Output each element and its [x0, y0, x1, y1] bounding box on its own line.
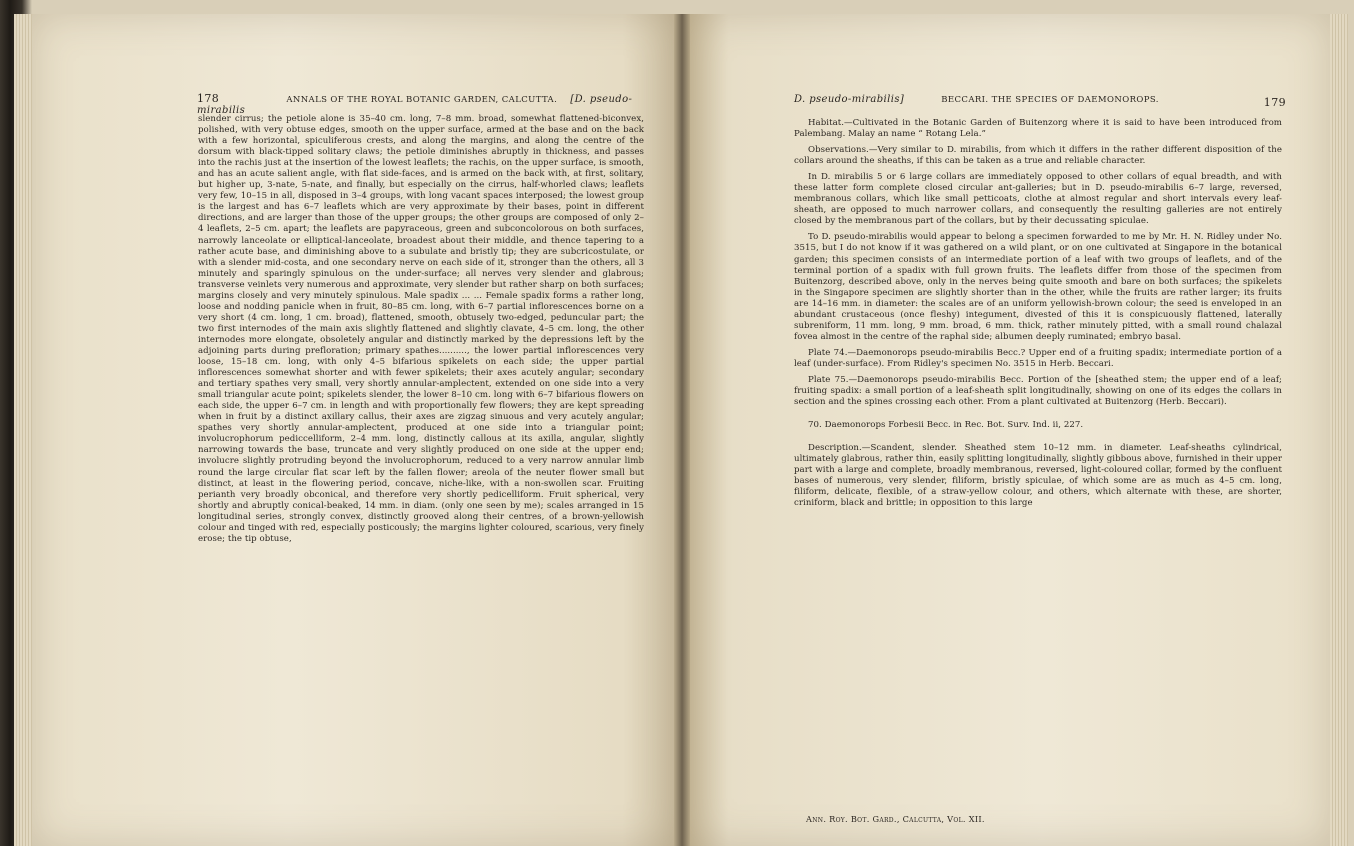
species-70-heading: 70. Daemonorops Forbesii Becc. in Rec. Bot. Surv. Ind. ii, 227.: [808, 420, 1084, 431]
right-page-footer: Ann. Roy. Bot. Gard., Calcutta, Vol. XII.: [806, 814, 985, 824]
right-page-edges: [1330, 14, 1348, 846]
left-journal-title: ANNALS OF THE ROYAL BOTANIC GARDEN, CALCUTTA.: [286, 95, 558, 105]
ridley-specimen-paragraph: To D. pseudo-mirabilis would appear to belong a specimen forwarded to me by Mr. H. N. Ridley under No. 3515, but I do not know if it was gathered on a wild plant, or on one cultivated at Singapore in the botanical garden; this specimen consists of an intermediate portion of a leaf with two groups of leaflets, and of the terminal portion of a spadix with full grown fruits. The leaflets differ from those of the specimen from Buitenzorg, described above, only in the nerves being quite smooth and bare on both surfaces; the spikelets in the Singapore specimen are slightly shorter than in the other, while the fruits are rather larger; its fruits are 14–16 mm. in diameter: the scales are of an uniform yellowish-brown colour; the seed is enveloped in an abundant crustaceous (once fleshy) integument, divested of this it is conspicuously flattened, laterally subreniform, 11 mm. long, 9 mm. broad, 6 mm. thick, rather minutely pitted, with a small round chalazal fovea almost in the centre of the raphal side; albumen deeply ruminated; embryo basal.: [794, 232, 1282, 342]
left-page-edges: [14, 14, 32, 846]
left-species-head: [D. pseudo-mirabilis: [197, 94, 633, 116]
left-paragraph-1: slender cirrus; the petiole alone is 35–40 cm. long, 7–8 mm. broad, somewhat flattened-biconvex, polished, with very obtuse edges, smooth on the upper surface, armed at the base and on the back with a few horizontal, spiculiferous crests, and along the margins, and along the centre of the dorsum with black-tipped solitary claws; the petiole diminishes abruptly in thickness, and passes into the rachis just at the insertion of the lowest leaflets; the rachis, on the upper surface, is smooth, and has an acute salient angle, with flat side-faces, and is armed on the back with, at first, solitary, but higher up, 3-nate, 5-nate, and finally, but especially on the cirrus, half-whorled claws; leaflets very few, 10–15 in all, disposed in 3–4 groups, with long vacant spaces interposed; the lowest group is the largest and has 6–7 leaflets which are very approximate by their bases, point in different directions, and are larger than those of the upper groups; the other groups are composed of only 2–4 leaflets, 2–5 cm. apart; the leaflets are papyraceous, green and subconcolorous on both surfaces, narrowly lanceolate or elliptical-lanceolate, broadest about their middle, and thence tapering to a rather acute base, and diminishing above to a subulate and bristly tip; they are subcricostulate, or with a slender mid-costa, and one secondary nerve on each side of it, stronger than the others, all 3 minutely and sparingly spinulous on the under-surface; all nerves very slender and glabrous; transverse veinlets very numerous and approximate, very slender but rather sharp on both surfaces; margins closely and very minutely spinulous. Male spadix ... ... Female spadix forms a rather long, loose and nodding panicle when in fruit, 80–85 cm. long, with 6–7 partial inflorescences borne on a very short (4 cm. long, 1 cm. broad), flattened, smooth, obtusely two-edged, peduncular part; the two first internodes of the main axis slightly flattened and slightly clavate, 4–5 cm. long, the other internodes more elongate, obsoletely angular and distinctly marked by the depressions left by the adjoining parts during prefloration; primary spathes.........., the lower partial inflorescences very loose, 15–18 cm. long, with only 4–5 bifarious spikelets on each side; the upper partial inflorescences somewhat shorter and with fewer spikelets; their axes acutely angular; secondary and tertiary spathes very small, very shortly annular-amplectent, extended on one side into a very small triangular acute point; spikelets slender, the lower 8–10 cm. long with 6–7 bifarious flowers on each side, the upper 6–7 cm. in length and with proportionally few flowers; they are kept spreading when in fruit by a distinct axillary callus, their axes are zigzag sinuous and very acutely angular; spathes very shortly annular-amplectent, produced at one side into a triangular point; involucrophorum pediccelliform, 2–4 mm. long, distinctly callous at its axilla, angular, slightly narrowing towards the base, truncate and very slightly produced on one side at the upper end; involucre slightly protruding beyond the involucrophorum, reduced to a very narrow annular limb round the large circular flat scar left by the fallen flower; areola of the neuter flower small but distinct, at least in the flowering period, concave, niche-like, with a non-swollen scar. Fruiting perianth very broadly obconical, and therefore very shortly pedicelliform. Fruit spherical, very shortly and abruptly conical-beaked, 14 mm. in diam. (only one seen by me); scales arranged in 15 longitudinal series, strongly convex, distinctly grooved along their centres, of a brown-yellowish colour and tinged with red, especially posticously; the margins lighter coloured, scarious, very finely erose; the tip obtuse,: [198, 114, 644, 544]
right-journal-title: BECCARI. THE SPECIES OF DAEMONOROPS.: [941, 95, 1159, 105]
left-body-text: [198, 114, 644, 550]
habitat-paragraph: Habitat.—Cultivated in the Botanic Garden of Buitenzorg where it is said to have been introduced from Palembang. Malay an name “ Rotang Lela.”: [794, 118, 1282, 140]
description-paragraph: Description.—Scandent, slender. Sheathed stem 10–12 mm. in diameter. Leaf-sheaths cylindrical, ultimately glabrous, rather thin, easily splitting longitudinally, slightly gibbous above, furnished in their upper part with a large and complete, broadly membranous, reversed, light-coloured collar, formed by the confluent bases of numerous, very slender, filiform, bristly spiculae, of which some are as much as 4–5 cm. long, filiform, delicate, flexible, of a straw-yellow colour, and others, which alternate with these, are shorter, criniform, black and brittle; in opposition to this large: [794, 443, 1282, 509]
right-page: [690, 14, 1330, 846]
left-folio: 178: [197, 92, 220, 105]
observations-paragraph: Observations.—Very similar to D. mirabilis, from which it differs in the rather different disposition of the collars around the sheaths, if this can be taken as a true and reliable character.: [794, 145, 1282, 167]
plate-75-caption: Plate 75.—Daemonorops pseudo-mirabilis Becc. Portion of the [sheathed stem; the upper end of a leaf; fruiting spadix: a small portion of a leaf-sheath split longitudinally, showing on one of its edges the collars in section and the spines crossing each other. From a plant cultivated at Buitenzorg (Herb. Beccari).: [794, 374, 1282, 408]
right-folio: 179: [1263, 96, 1286, 109]
right-body-text: [794, 118, 1282, 514]
book-gutter: [674, 14, 690, 846]
right-species-head: D. pseudo-mirabilis]: [794, 94, 905, 105]
left-page: [32, 14, 674, 846]
mirabilis-comparison-paragraph: In D. mirabilis 5 or 6 large collars are immediately opposed to other collars of equal breadth, and with these latter form complete closed circular ant-galleries; but in D. pseudo-mirabilis 6–7 large, reversed, membranous collars, which like small petticoats, clothe at almost regular and short intervals every leaf-sheath, are opposed to much narrower collars, and consequently the resulting galleries are not entirely closed by the membranous part of the collars, but by their decussating spiculae.: [794, 172, 1282, 227]
plate-74-caption: Plate 74.—Daemonorops pseudo-mirabilis Becc.? Upper end of a fruiting spadix; intermediate portion of a leaf (under-surface). From Ridley's specimen No. 3515 in Herb. Beccari.: [794, 347, 1282, 369]
left-running-head: [197, 92, 647, 116]
right-running-head: [794, 94, 1314, 109]
